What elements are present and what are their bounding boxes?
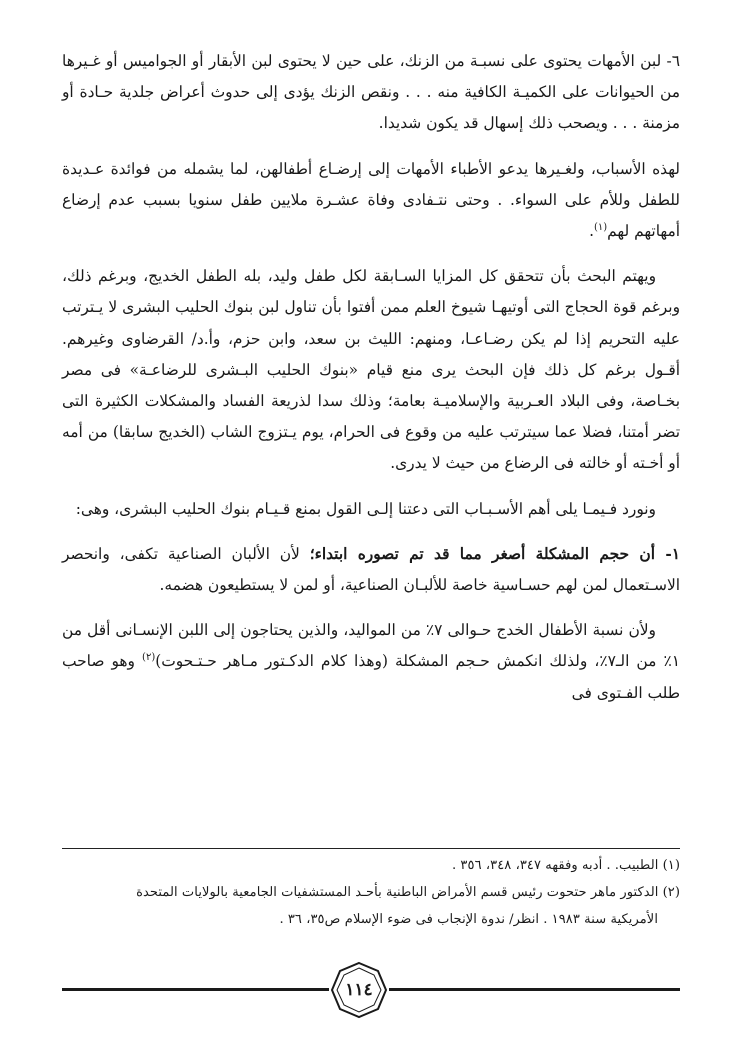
reason-1	[62, 539, 680, 601]
paragraph-research-position: ويهتم البحث بأن تتحقق كل المزايا السـابقة لكل طفل وليد، بله الطفل الخديج، وبرغم ذلك، وبرغم قوة الحجاج التى أوتيهـا شيوخ العلم ممن أفتوا بأن تناول لبن بنوك الحليب البشرى لا يـترتب عليه التحريم إذا لم يكن رضـاعـا، ومنهم: الليث بن سعد، وابن حزم، وأ.د/ القرضاوى وغيرهم. أقـول برغم كل ذلك فإن البحث يرى منع قيام «بنوك الحليب البـشرى للرضاعـة» فى مصر بخـاصة، وفى البلاد العـربية والإسلاميـة بعامة؛ وذلك سدا لذريعة الفساد والمشكلات الكثيرة التى تضر أمتنا، فضلا عما سيترتب عليه من وقوع فى الحرام، يوم يـتزوج الشاب (الخديج سابقا) من أمه أو أخـته أو خالته فى الرضاع من حيث لا يدرى.	[62, 267, 680, 473]
footnote-ref-1: (١)	[593, 221, 608, 233]
page-number-ornament	[329, 960, 389, 1020]
page-number: ١١٤	[345, 980, 373, 1000]
paragraph-percentages	[62, 615, 680, 709]
paragraph-percentages-tail: وهو صاحب طلب الفـتوى فى	[62, 652, 680, 702]
reason-1-text: لأن الألبان الصناعية تكفى، وانحصر الاسـتعمال لمن لهم حسـاسية خاصة للألبـان الصناعية، أو لمن لا يستطيعون هضمه.	[62, 544, 680, 595]
paragraph-reasons: لهذه الأسباب، ولغـيرها يدعو الأطباء الأمهات إلى إرضـاع أطفالهن، لما يشمله من فوائدة عـديدة للطفل وللأم على السواء. . وحتى نتـفادى وفاة عشـرة ملايين طفل سنويا بسبب عدم إرضاع أمهاتهم لهم$^{(١)}$.	[62, 159, 680, 241]
paragraph-item-6: ٦- لبن الأمهات يحتوى على نسبـة من الزنك، على حين لا يحتوى لبن الأبقار أو الجواميس أو غـيرها من الحيوانات على الكميـة الكافية منه . . . ونقص الزنك يؤدى إلى حدوث أعراض جلدية حـادة أو مزمنة . . . ويصحب ذلك إسهال قد يكون شديدا.	[62, 52, 680, 133]
footnote-ref-2: (٢)	[142, 652, 156, 664]
main-text	[62, 46, 680, 709]
footnote-1: (١) الطبيب. . أدبه وفقهه ٣٤٧، ٣٤٨، ٣٥٦ .	[452, 858, 680, 873]
footnote-2-line-2: الأمريكية سنة ١٩٨٣ . انظر/ ندوة الإنجاب فى ضوء الإسلام ص٣٥، ٣٦ .	[279, 912, 658, 927]
footnote-divider	[62, 848, 680, 849]
paragraph-reasons-intro: ونورد فـيمـا يلى أهم الأسـبـاب التى دعتنا إلـى القول بمنع قـيـام بنوك الحليب البشرى، وهى:	[75, 499, 656, 518]
footnote-2-line-1: (٢) الدكتور ماهر حتحوت رئيس قسم الأمراض الباطنية بأحـد المستشفيات الجامعية بالولايات المتحدة	[136, 885, 680, 900]
paragraph-percentages-text: ولأن نسبة الأطفال الخدج حـوالى ٧٪ من المواليد، والذين يحتاجون إلى اللبن الإنسـانى أقل من ١٪ من الـ٧٪، ولذلك انكمش حـجم المشكلة (وهذا كلام الدكـتور مـاهر حـتـحوت)	[62, 621, 680, 671]
reason-1-heading: ١- أن حجم المشكلة أصغر مما قد تم تصوره ابتداء؛	[309, 544, 680, 563]
footnotes	[62, 852, 680, 933]
paragraph-reasons-text: لهذه الأسباب، ولغـيرها يدعو الأطباء الأمهات إلى إرضـاع أطفالهن، لما يشمله من فوائدة عـديدة للطفل وللأم على السواء. . وحتى نتـفادى وفاة عشـرة ملايين طفل سنويا بسبب عدم إرضاع أمهاتهم لهم	[62, 159, 680, 241]
